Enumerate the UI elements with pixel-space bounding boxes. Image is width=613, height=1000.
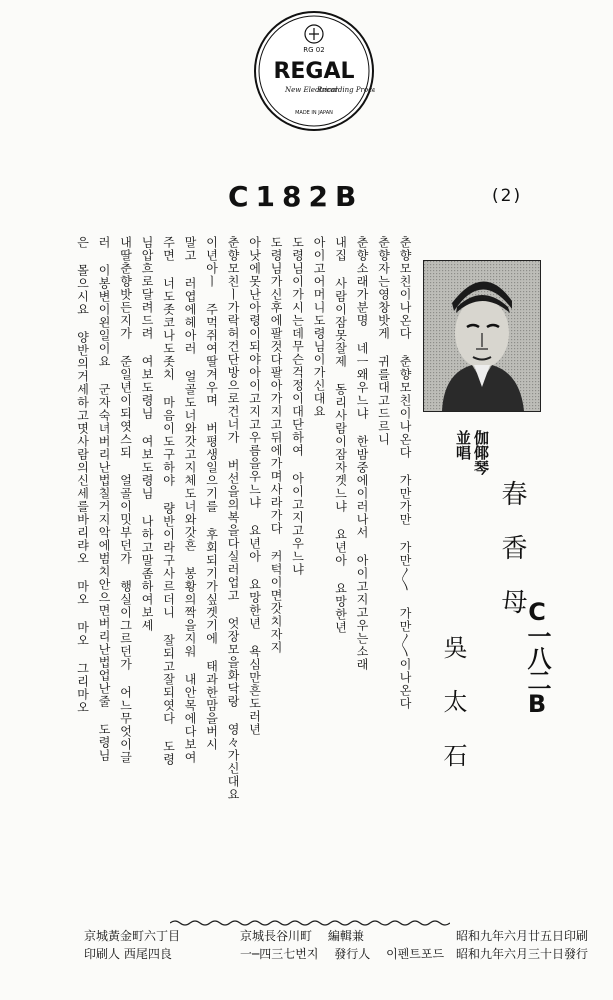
lyric-line: 아이고어머니도령님이가신대요 bbox=[312, 236, 326, 418]
lyric-line: 말고 러엽에헤아러 얼골도너와갓고지체도너와갓흔 봉황의짝을지워 내안목에다보여 bbox=[183, 236, 197, 764]
catalog-number: C182B bbox=[228, 180, 364, 213]
lyric-line: 춘향모친이나온다 춘향모친이나온다 가만가만 가만〳〵 가만〳〵이나온다 bbox=[398, 236, 412, 710]
lyric-line: 님압흐로달려드려 여보도령님 여보도령님 나하고말좀하여보셰 bbox=[140, 236, 154, 632]
lyric-line: 춘향소래가분명 네ㅡ왜우느냐 한밤중에이러나서 아이고지고우는소래 bbox=[355, 236, 369, 671]
page-number: (2) bbox=[492, 186, 523, 206]
printer-address: 京城黃金町六丁目 bbox=[84, 929, 181, 943]
performer-portrait bbox=[423, 260, 541, 412]
publisher-address-line-2: 一─四三七번지 bbox=[240, 947, 319, 961]
decorative-divider bbox=[170, 912, 450, 920]
lyrics-text bbox=[62, 236, 412, 896]
lyric-line: 주면 너도좃코나도좃치 마음이도구하야 량반이라구사르더니 잘되고잘되엿다 도령 bbox=[161, 236, 176, 766]
lyric-line: 은 몰으시요 양반의거세하고몃사람의신세를바리랴오 마오 마오 그리마오 bbox=[75, 236, 90, 714]
genre-line-2: 並唱 bbox=[454, 430, 472, 460]
publisher-address-line: 京城長谷川町 bbox=[240, 929, 313, 943]
performer-name: 吳太石 bbox=[439, 635, 467, 797]
label-sub-right: Recording Proc bbox=[317, 86, 373, 94]
genre-line-1: 伽倻琴 bbox=[472, 430, 490, 475]
publisher-address bbox=[240, 928, 364, 944]
lyric-line: 도령님이가시는데무슨걱정이대단하여 아이고지고우느냐 bbox=[290, 236, 305, 576]
regal-label-seal bbox=[253, 10, 375, 132]
publisher-name-line bbox=[240, 946, 444, 962]
song-title: 春香母 bbox=[497, 480, 527, 642]
lyric-line: 도령님가신후에팔것다팔아가지고뒤에가며사라가다 커턱이면갓치자지 bbox=[269, 236, 283, 654]
lyric-line: 러 이봉변이왼일이요 군자숙녀버리난법칠거지악에범치안으면버리난법업난줄 도령님 bbox=[97, 236, 111, 762]
label-bottom: MADE IN JAPAN bbox=[295, 110, 333, 116]
lyric-line: 내집 사람이잠못잘제 동리사람이잠자겟느냐 요년아 요망한년 bbox=[333, 236, 348, 634]
label-brand: REGAL bbox=[273, 59, 355, 84]
lyric-line: 내딸춘향밧든지가 준일년이되엿스되 얼골이밋부던가 행실이그르던가 어느무엇이글 bbox=[118, 236, 133, 764]
publisher-role-2: 發行人 bbox=[334, 947, 371, 961]
lyric-line: 이년아ㅣ 주먹쥐여딸겨우며 버평생일으기를 후회되기가싶겟기에 태과한맘을버시 bbox=[204, 236, 219, 751]
side-code: C一八二B bbox=[523, 598, 551, 716]
publisher-name: 이펜트포드 bbox=[386, 947, 445, 961]
lyric-line: 춘향모친ㅣ가락허건단방으로건너가 버선을의복을다실러업고 엇장모을화닥랑 영々가신대요 bbox=[226, 236, 240, 801]
printer-name: 印刷人 西尾四良 bbox=[84, 947, 172, 961]
label-catalog-small: RG 02 bbox=[303, 46, 325, 54]
lyric-line: 아낫에못난아령이되야아이고지고우름을우느냐 요년아 요망한년 욕심만흔도러년 bbox=[247, 236, 262, 736]
lyric-line: 춘향자는영창밧게 귀를대고드르니 bbox=[376, 236, 391, 446]
issue-date: 昭和九年六月三十日發行 bbox=[456, 947, 589, 961]
print-date: 昭和九年六月廿五日印刷 bbox=[456, 929, 589, 943]
label-sub-left: New Electrical bbox=[285, 86, 338, 94]
publisher-role-1: 編輯兼 bbox=[327, 929, 364, 943]
